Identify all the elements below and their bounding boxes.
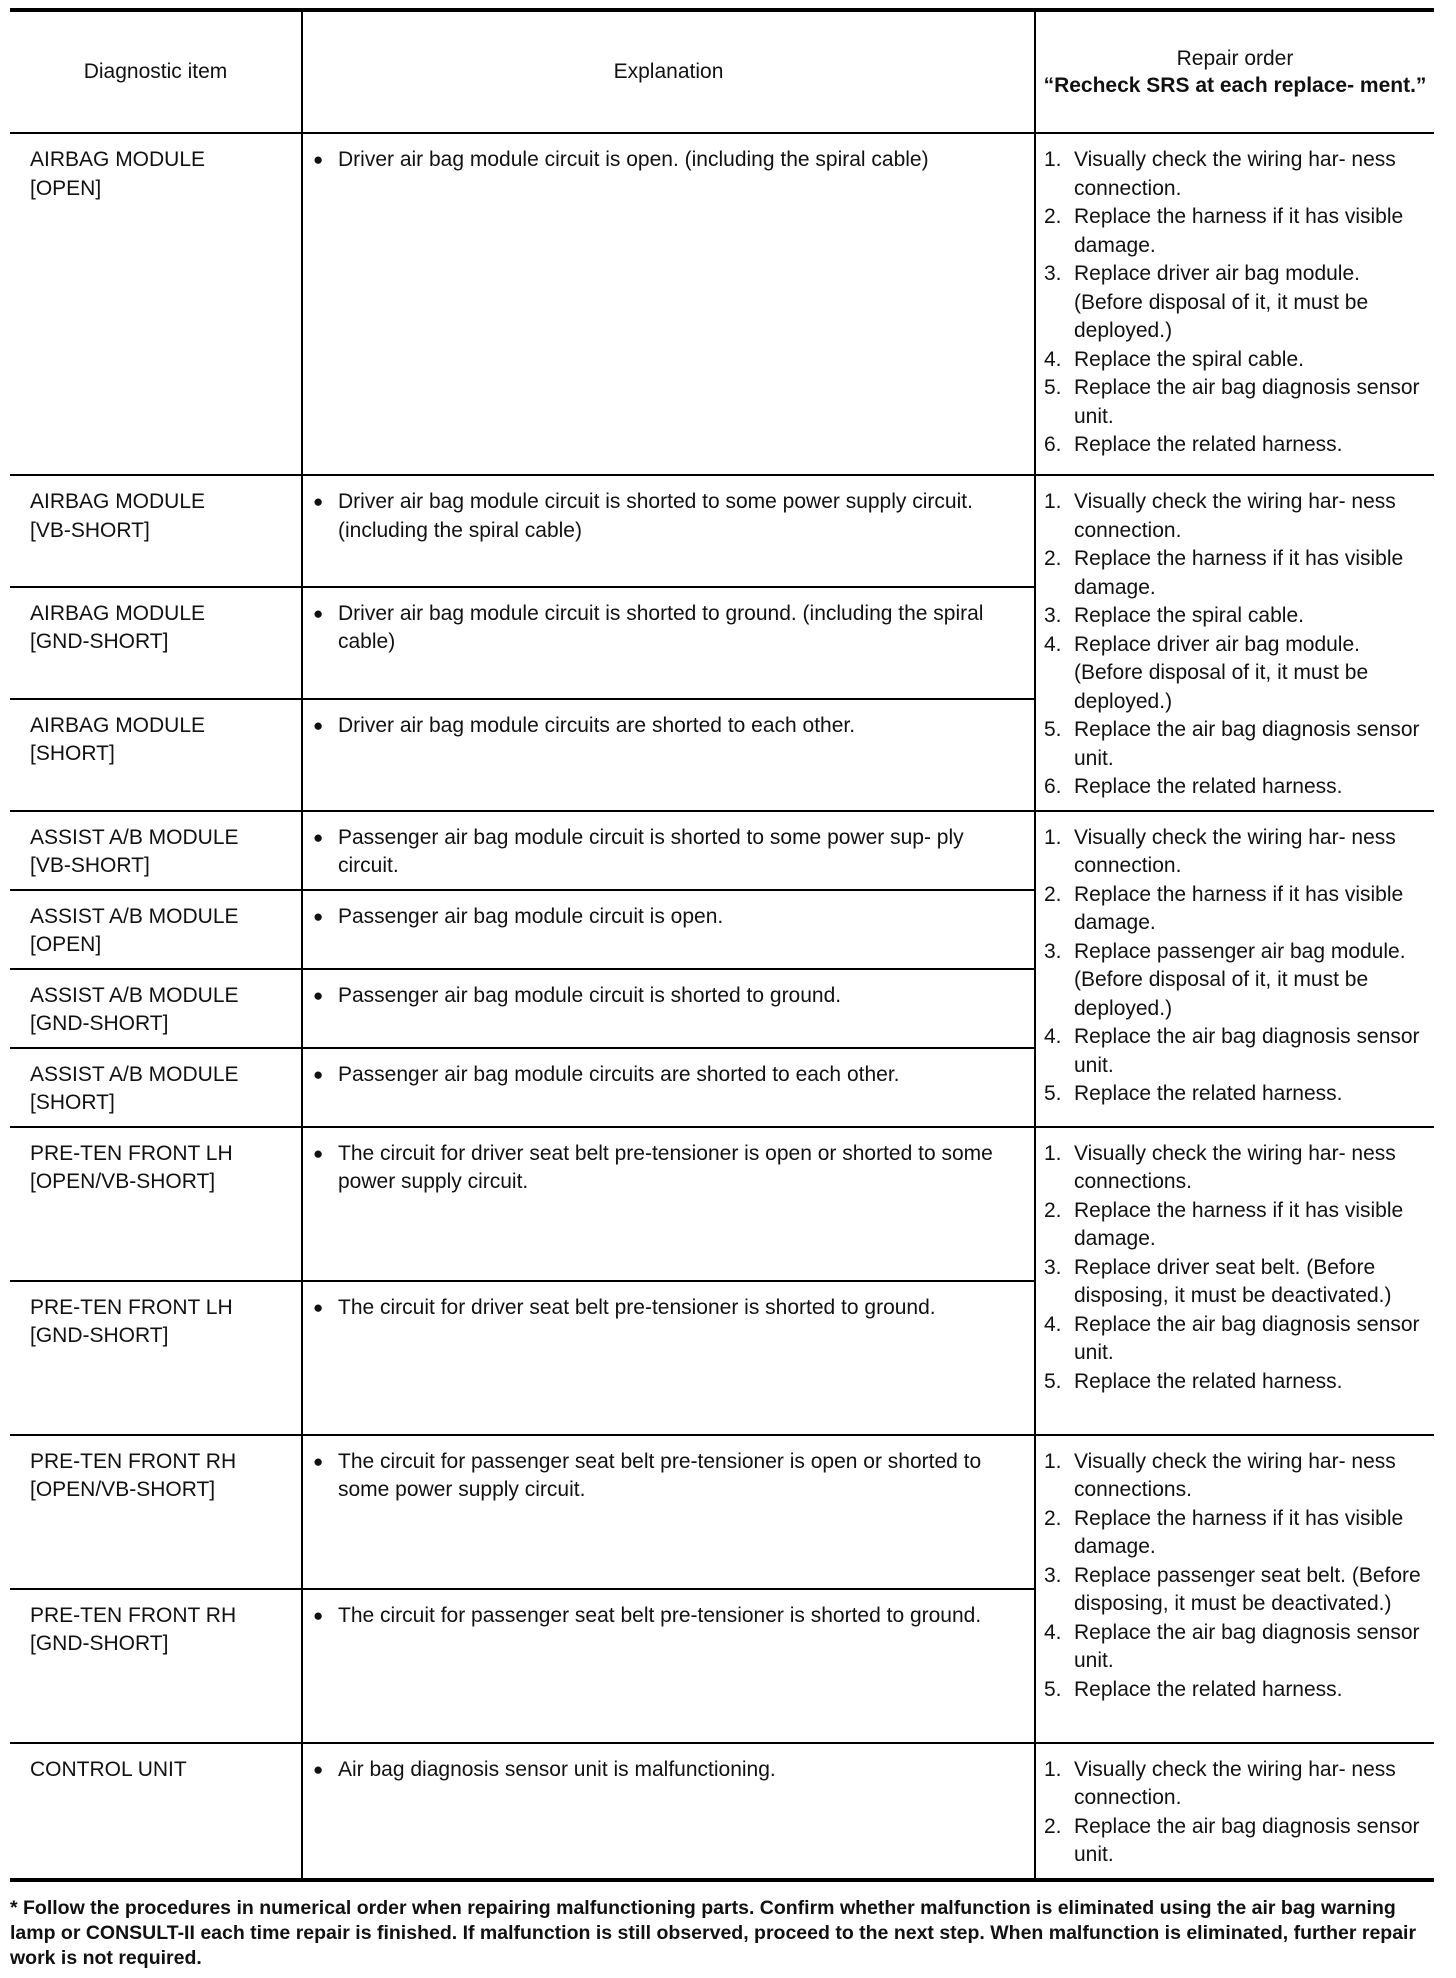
step-text: Replace driver seat belt. (Before disposing, it must be deactivated.) xyxy=(1074,1255,1392,1307)
step-number: 3. xyxy=(1044,262,1062,285)
repair-step xyxy=(1044,1619,1426,1676)
repair-step xyxy=(1044,1562,1426,1619)
step-text: Visually check the wiring har- ness connection. xyxy=(1074,825,1396,877)
step-number: 5. xyxy=(1044,1082,1062,1105)
repair-step xyxy=(1044,1505,1426,1562)
step-number: 3. xyxy=(1044,1255,1062,1279)
repair-step xyxy=(1044,716,1426,773)
step-text: Visually check the wiring har- ness connection. xyxy=(1074,148,1396,200)
diagnostic-item: AIRBAG MODULE [SHORT] xyxy=(10,699,302,811)
explanation: ● Passenger air bag module circuit is shorted to some power sup- ply circuit. xyxy=(302,811,1035,890)
repair-step xyxy=(1044,1140,1426,1197)
diagnosis-table xyxy=(10,8,1434,1882)
repair-step xyxy=(1044,1368,1426,1397)
step-text: Replace the related harness. xyxy=(1074,775,1343,798)
repair-step xyxy=(1044,1756,1426,1813)
diagnostic-item: ASSIST A/B MODULE [OPEN] xyxy=(10,890,302,969)
diagnostic-item: PRE-TEN FRONT RH [OPEN/VB-SHORT] xyxy=(10,1435,302,1589)
step-text: Replace the air bag diagnosis sensor unit. xyxy=(1074,1620,1420,1672)
bullet-icon: ● xyxy=(313,1605,324,1625)
repair-step xyxy=(1044,631,1426,717)
step-number: 1. xyxy=(1044,825,1062,849)
diagnostic-item: ASSIST A/B MODULE [GND-SHORT] xyxy=(10,969,302,1048)
repair-step xyxy=(1044,1254,1426,1311)
step-number: 2. xyxy=(1044,205,1062,228)
table-row xyxy=(10,475,1434,587)
step-text: Replace the spiral cable. xyxy=(1074,347,1304,371)
step-text: Replace passenger seat belt. (Before disposing, it must be deactivated.) xyxy=(1074,1563,1421,1615)
step-number: 3. xyxy=(1044,939,1062,963)
repair-step xyxy=(1044,488,1426,545)
explanation: ● Driver air bag module circuits are shorted to each other. xyxy=(302,699,1035,811)
diagnostic-item: ASSIST A/B MODULE [SHORT] xyxy=(10,1048,302,1127)
header-row xyxy=(10,10,1434,133)
repair-step xyxy=(1044,1080,1426,1109)
step-number: 4. xyxy=(1044,1025,1062,1048)
bullet-icon: ● xyxy=(313,492,324,511)
diagnostic-item: PRE-TEN FRONT LH [GND-SHORT] xyxy=(10,1281,302,1435)
repair-step xyxy=(1044,938,1426,1024)
repair-steps xyxy=(1035,475,1434,811)
step-text: Visually check the wiring har- ness connections. xyxy=(1074,1449,1396,1501)
repair-step xyxy=(1044,374,1426,431)
step-text: Replace driver air bag module. (Before disposal of it, it must be deployed.) xyxy=(1074,262,1369,342)
bullet-icon: ● xyxy=(313,906,324,926)
diagnostic-item: PRE-TEN FRONT RH [GND-SHORT] xyxy=(10,1589,302,1743)
repair-steps xyxy=(1035,1127,1434,1435)
bullet-icon: ● xyxy=(313,1451,324,1471)
explanation: ● The circuit for passenger seat belt pre-tensioner is open or shorted to some power supply circuit. xyxy=(302,1435,1035,1589)
repair-step xyxy=(1044,881,1426,938)
step-number: 5. xyxy=(1044,1369,1062,1393)
step-number: 1. xyxy=(1044,1449,1062,1473)
bullet-icon: ● xyxy=(313,1297,324,1317)
step-text: Replace the harness if it has visible damage. xyxy=(1074,205,1404,257)
step-number: 6. xyxy=(1044,433,1062,456)
diagnostic-item: AIRBAG MODULE [VB-SHORT] xyxy=(10,475,302,587)
step-text: Replace passenger air bag module. (Before disposal of it, it must be deployed.) xyxy=(1074,939,1406,1020)
step-number: 2. xyxy=(1044,1506,1062,1530)
repair-step xyxy=(1044,431,1426,460)
repair-step xyxy=(1044,1676,1426,1705)
step-text: Replace the harness if it has visible damage. xyxy=(1074,1506,1404,1558)
repair-order-title: Repair order xyxy=(1176,47,1294,70)
step-number: 2. xyxy=(1044,547,1062,570)
repair-steps xyxy=(1035,1435,1434,1743)
explanation: ● The circuit for passenger seat belt pre-tensioner is shorted to ground. xyxy=(302,1589,1035,1743)
step-text: Replace the related harness. xyxy=(1074,1082,1343,1105)
step-number: 4. xyxy=(1044,1620,1062,1644)
table-row xyxy=(10,133,1434,475)
header-explanation: Explanation xyxy=(302,10,1035,133)
repair-step xyxy=(1044,1813,1426,1870)
step-text: Visually check the wiring har- ness connections. xyxy=(1074,1141,1396,1193)
step-text: Replace the air bag diagnosis sensor unit. xyxy=(1074,718,1420,770)
repair-step xyxy=(1044,545,1426,602)
explanation: ● Passenger air bag module circuit is open. xyxy=(302,890,1035,969)
table-row xyxy=(10,1743,1434,1880)
footnote: * Follow the procedures in numerical order when repairing malfunctioning parts. Confirm whether malfunction is eliminated using the air bag warning lamp or CONSULT-II each time repair is finished. If malfunction is still observed, proceed to the next step. When malfunction is eliminated, further repair work is not required. xyxy=(10,1896,1417,1969)
header-repair-order xyxy=(1035,10,1434,133)
bullet-icon: ● xyxy=(313,150,324,169)
explanation: ● Passenger air bag module circuits are shorted to each other. xyxy=(302,1048,1035,1127)
step-text: Replace the air bag diagnosis sensor unit. xyxy=(1074,1814,1420,1866)
table-row xyxy=(10,811,1434,890)
diagnostic-item: AIRBAG MODULE [OPEN] xyxy=(10,133,302,475)
step-number: 1. xyxy=(1044,1757,1062,1781)
step-text: Replace the harness if it has visible damage. xyxy=(1074,547,1404,599)
step-text: Replace the air bag diagnosis sensor unit. xyxy=(1074,1312,1420,1364)
step-number: 5. xyxy=(1044,718,1062,741)
step-number: 1. xyxy=(1044,490,1062,513)
repair-steps xyxy=(1035,133,1434,475)
repair-step xyxy=(1044,203,1426,260)
repair-steps xyxy=(1035,811,1434,1127)
repair-step xyxy=(1044,824,1426,881)
explanation: ● The circuit for driver seat belt pre-tensioner is shorted to ground. xyxy=(302,1281,1035,1435)
step-number: 5. xyxy=(1044,376,1062,399)
repair-step xyxy=(1044,1311,1426,1368)
bullet-icon: ● xyxy=(313,827,324,847)
repair-step xyxy=(1044,1197,1426,1254)
explanation: ● Driver air bag module circuit is open. (including the spiral cable) xyxy=(302,133,1035,475)
explanation: ● Air bag diagnosis sensor unit is malfunctioning. xyxy=(302,1743,1035,1880)
step-number: 3. xyxy=(1044,1563,1062,1587)
bullet-icon: ● xyxy=(313,1143,324,1163)
bullet-icon: ● xyxy=(313,1759,324,1779)
repair-step xyxy=(1044,346,1426,375)
step-number: 3. xyxy=(1044,604,1062,627)
step-text: Replace the harness if it has visible damage. xyxy=(1074,882,1404,934)
repair-step xyxy=(1044,773,1426,802)
table-row xyxy=(10,1127,1434,1281)
step-text: Replace the harness if it has visible damage. xyxy=(1074,1198,1404,1250)
diagnostic-item: ASSIST A/B MODULE [VB-SHORT] xyxy=(10,811,302,890)
step-number: 6. xyxy=(1044,775,1062,798)
step-number: 2. xyxy=(1044,1814,1062,1838)
step-text: Replace the related harness. xyxy=(1074,1677,1343,1701)
explanation: ● Driver air bag module circuit is shorted to some power supply circuit. (including the spiral cable) xyxy=(302,475,1035,587)
diagnostic-item: AIRBAG MODULE [GND-SHORT] xyxy=(10,587,302,699)
table-row xyxy=(10,1435,1434,1589)
diagnostic-item: CONTROL UNIT xyxy=(10,1743,302,1880)
step-number: 1. xyxy=(1044,1141,1062,1165)
step-number: 1. xyxy=(1044,148,1062,171)
step-text: Replace the related harness. xyxy=(1074,1369,1343,1393)
repair-step xyxy=(1044,602,1426,631)
step-number: 5. xyxy=(1044,1677,1062,1701)
document xyxy=(10,8,1434,1971)
step-text: Replace the air bag diagnosis sensor unit. xyxy=(1074,1025,1420,1077)
repair-step xyxy=(1044,1023,1426,1080)
repair-steps xyxy=(1035,1743,1434,1880)
step-number: 2. xyxy=(1044,882,1062,906)
header-diagnostic-item: Diagnostic item xyxy=(10,10,302,133)
explanation: ● The circuit for driver seat belt pre-tensioner is open or shorted to some power supply circuit. xyxy=(302,1127,1035,1281)
bullet-icon: ● xyxy=(313,603,324,623)
step-text: Replace driver air bag module. (Before disposal of it, it must be deployed.) xyxy=(1074,632,1369,713)
explanation: ● Driver air bag module circuit is shorted to ground. (including the spiral cable) xyxy=(302,587,1035,699)
step-text: Visually check the wiring har- ness connection. xyxy=(1074,490,1396,542)
step-text: Visually check the wiring har- ness connection. xyxy=(1074,1757,1396,1809)
step-number: 2. xyxy=(1044,1198,1062,1222)
step-text: Replace the related harness. xyxy=(1074,433,1343,456)
step-number: 4. xyxy=(1044,347,1062,371)
step-number: 4. xyxy=(1044,632,1062,656)
bullet-icon: ● xyxy=(313,1064,324,1084)
repair-step xyxy=(1044,146,1426,203)
repair-order-note: “Recheck SRS at each replace- ment.” xyxy=(1043,74,1427,97)
repair-step xyxy=(1044,1448,1426,1505)
step-number: 4. xyxy=(1044,1312,1062,1336)
bullet-icon: ● xyxy=(313,985,324,1005)
repair-step xyxy=(1044,260,1426,346)
step-text: Replace the spiral cable. xyxy=(1074,604,1304,627)
diagnostic-item: PRE-TEN FRONT LH [OPEN/VB-SHORT] xyxy=(10,1127,302,1281)
bullet-icon: ● xyxy=(313,715,324,735)
step-text: Replace the air bag diagnosis sensor unit. xyxy=(1074,376,1420,428)
explanation: ● Passenger air bag module circuit is shorted to ground. xyxy=(302,969,1035,1048)
